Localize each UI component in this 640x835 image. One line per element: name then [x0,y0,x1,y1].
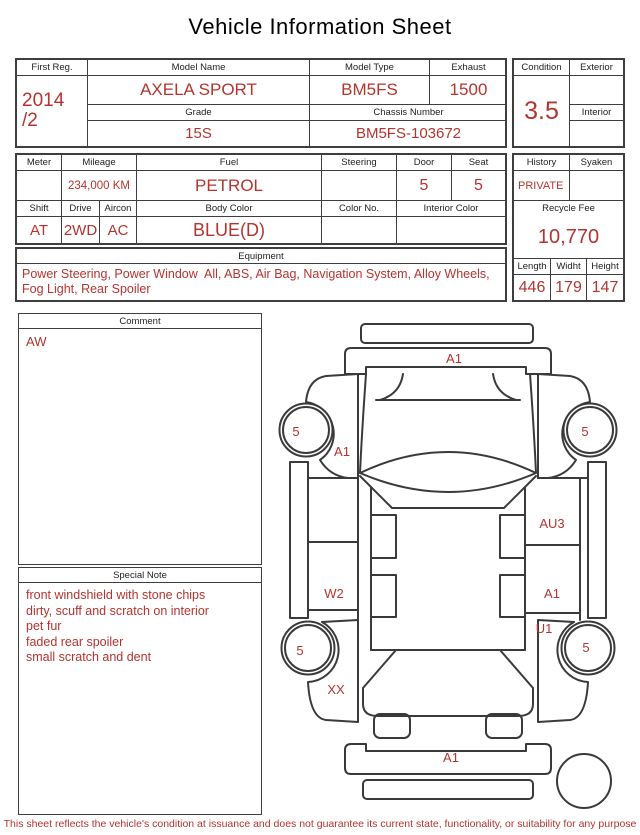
comment-value: AW [26,334,47,349]
chassis-value: BM5FS-103672 [355,125,462,142]
width-label: Widht [551,259,587,274]
model-info-table [15,58,507,148]
headlight-left [374,714,410,738]
wheel-rear-right-rim [567,407,613,453]
syaken-label: Syaken [570,155,623,171]
damage-label-fender-rl: A1 [334,444,350,459]
sill-right [588,462,606,618]
model-type-label: Model Type [310,60,430,76]
first-reg-value: 2014 /2 [17,76,88,146]
body-edge-left [360,374,366,473]
door-flap-right-front [500,515,525,558]
length-value: 446 [514,275,551,300]
interior-color-label: Interior Color [397,201,505,217]
damage-label-door-rf: AU3 [539,516,565,531]
special-note-line: small scratch and dent [26,650,152,664]
damage-label-door-lr: W2 [324,586,344,601]
aircon-label: Aircon [100,201,137,217]
door-flap-left-front [371,515,396,558]
interior-value [570,121,623,146]
seat-value: 5 [452,171,505,201]
door-value: 5 [397,171,452,201]
door-flap-right-rear [500,575,525,617]
special-note-line: front windshield with stone chips [26,588,206,602]
color-no-label: Color No. [322,201,397,217]
wheel-front-left-rim [285,625,331,671]
fuel-label: Fuel [137,155,322,171]
rear-glass-curve-right [493,374,516,400]
damage-label-wheel-rr: 5 [581,424,589,439]
damage-label-rear-bumper: A1 [446,351,462,366]
exhaust-value: 1500 [430,76,507,105]
condition-table [512,58,625,148]
condition-label: Condition [514,60,570,76]
shift-label: Shift [17,201,62,217]
model-name-value: AXELA SPORT [88,76,310,105]
damage-label-wheel-fr: 5 [582,640,590,655]
aircon-value: AC [100,217,137,243]
history-label: History [514,155,570,171]
hood-shape [363,650,533,716]
interior-label: Interior [570,105,623,121]
body-color-value: BLUE(D) [137,217,322,243]
equipment-label: Equipment [17,249,505,264]
seat-label: Seat [452,155,505,171]
shift-value: AT [17,217,62,243]
length-label: Length [514,259,551,274]
height-value: 147 [591,278,619,296]
wheel-rear-left-rim [283,407,329,453]
sill-left [290,462,308,618]
grade-value: 15S [88,121,310,146]
exterior-value [570,76,623,105]
door-flap-left-rear [371,575,396,617]
grade-label: Grade [88,105,310,121]
fuel-value: PETROL [137,171,322,201]
body-color-label: Body Color [137,201,322,217]
equipment-value: Power Steering, Power Window All, ABS, Air Bag, Navigation System, Alloy Wheels, Fog Light, Rear Spoiler [22,267,494,296]
comment-label: Comment [19,314,261,329]
exterior-label: Exterior [570,60,623,76]
chassis-label: Chassis Number [310,105,507,121]
first-reg-label: First Reg. [17,60,88,76]
spec-table [15,153,507,245]
meter-label: Meter [17,155,62,171]
color-no-value [322,217,397,243]
roof-shape [360,452,536,492]
height-label: Height [591,261,619,272]
damage-label-wheel-rl: 5 [292,424,300,439]
steering-value [322,171,397,201]
special-note-value [19,583,261,671]
car-damage-diagram [268,310,636,815]
damage-label-door-rr: A1 [544,586,560,601]
interior-color-value [397,217,505,243]
rear-spoiler-bar [361,324,533,343]
drive-value: 2WD [62,217,100,243]
rear-glass-curve-left [380,374,403,400]
body-edge-right [530,374,536,473]
damage-label-wheel-fl: 5 [296,643,304,658]
drive-label: Drive [62,201,100,217]
mileage-label: Mileage [62,155,137,171]
damage-label-front-bumper: A1 [443,750,459,765]
special-note-line: faded rear spoiler [26,634,124,649]
headlight-right [486,714,522,738]
disclaimer-text: This sheet reflects the vehicle's condition at issuance and does not guarantee its current state, functionality, or suitability for any purpose [3,818,637,830]
model-type-value: BM5FS [310,76,430,105]
damage-label-fender-rr: U1 [535,621,553,636]
special-note-label: Special Note [19,568,261,583]
damage-label-fender-fl: XX [327,682,345,697]
mileage-value: 234,000 KM [62,171,137,201]
comment-box [18,313,262,565]
meter-value [17,171,62,201]
model-name-label: Model Name [88,60,310,76]
special-note-line: dirty, scuff and scratch on interior [26,603,209,618]
page-title: Vehicle Information Sheet [188,14,452,39]
spare-tire-icon [557,754,611,808]
condition-value: 3.5 [514,76,570,146]
width-value: 179 [551,275,587,300]
special-note-line: pet fur [26,619,62,633]
special-note-box [18,567,262,815]
recycle-fee-value: 10,770 [537,225,600,248]
exhaust-label: Exhaust [430,60,507,76]
history-table [512,153,625,302]
syaken-value [570,171,623,200]
history-value: PRIVATE [514,171,570,200]
steering-label: Steering [322,155,397,171]
door-label: Door [397,155,452,171]
equipment-box [15,247,507,302]
recycle-fee-label: Recycle Fee [514,200,623,216]
front-lower-bar [363,780,533,799]
